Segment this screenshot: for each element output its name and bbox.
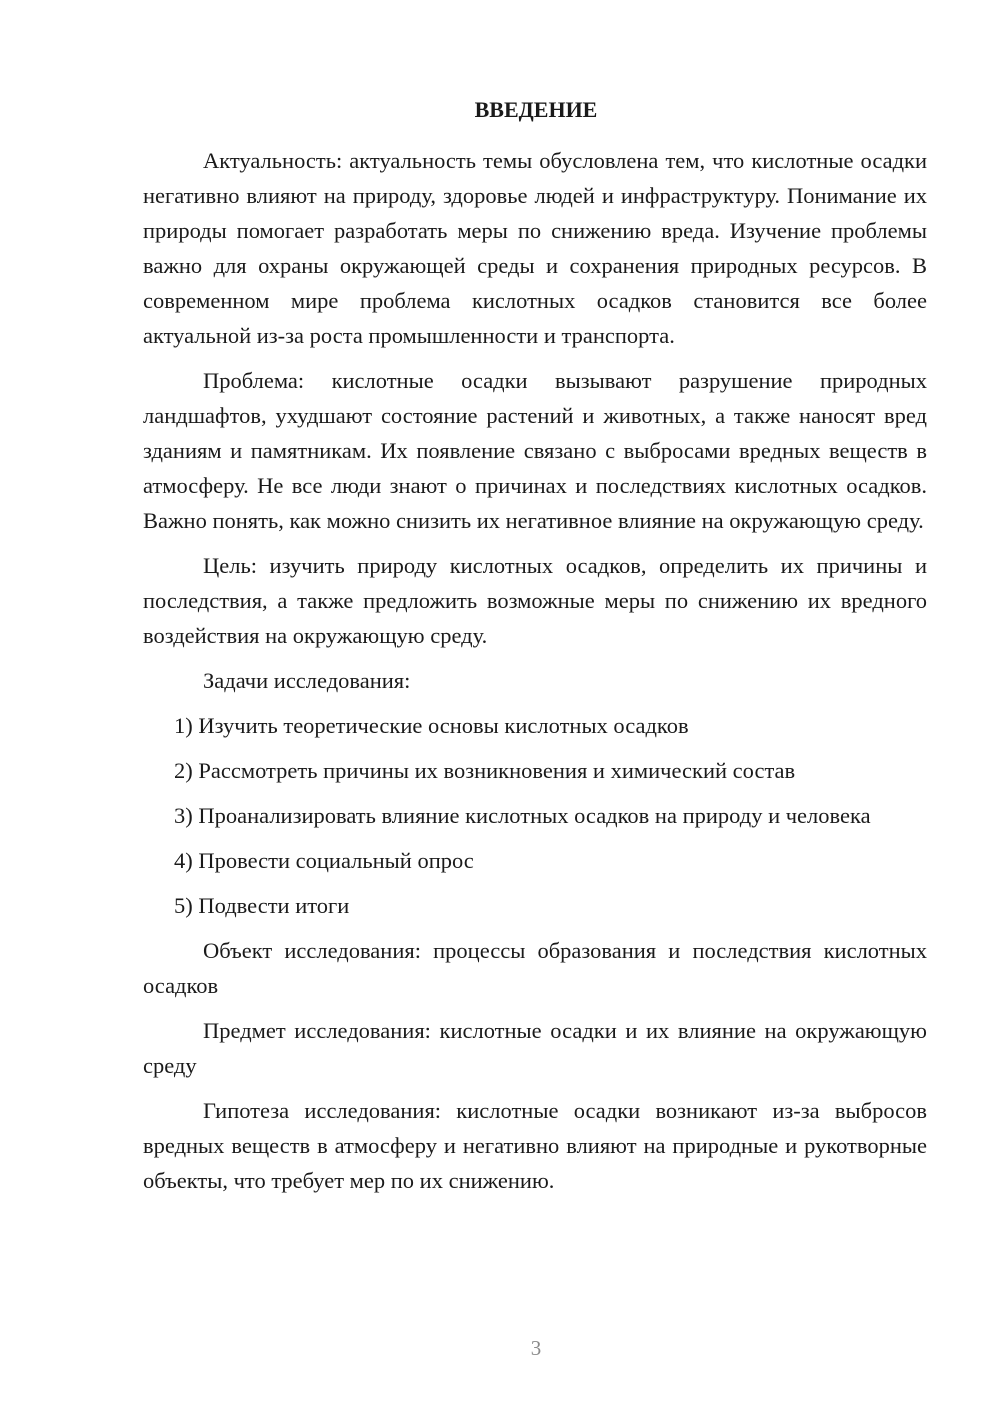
task-item-3: 3) Проанализировать влияние кислотных осадков на природу и человека — [174, 803, 871, 828]
paragraph-relevance: Актуальность: актуальность темы обусловлена тем, что кислотные осадки негативно влияют на природу, здоровье людей и инфраструктуру. Понимание их природы помогает разработать меры по снижению вреда. Изучение проблемы важно для охраны окружающей среды и сохранения природных ресурсов. В современном мире проблема кислотных осадков становится все более актуальной из-за роста промышленности и транспорта. — [143, 148, 927, 348]
paragraph-subject: Предмет исследования: кислотные осадки и их влияние на окружающую среду — [143, 1018, 927, 1078]
document-body — [143, 143, 927, 1208]
paragraph-problem: Проблема: кислотные осадки вызывают разрушение природных ландшафтов, ухудшают состояние растений и животных, а также наносят вред зданиям и памятникам. Их появление связано с выбросами вредных веществ в атмосферу. Не все люди знают о причинах и последствиях кислотных осадков. Важно понять, как можно снизить их негативное влияние на окружающую среду. — [143, 368, 927, 533]
tasks-heading: Задачи исследования: — [203, 668, 411, 693]
task-item-1: 1) Изучить теоретические основы кислотных осадков — [174, 713, 689, 738]
task-item-2: 2) Рассмотреть причины их возникновения и химический состав — [174, 758, 796, 783]
paragraph-object: Объект исследования: процессы образования и последствия кислотных осадков — [143, 938, 927, 998]
page-number: 3 — [530, 1336, 542, 1360]
paragraph-goal: Цель: изучить природу кислотных осадков, определить их причины и последствия, а также предложить возможные меры по снижению их вредного воздействия на окружающую среду. — [143, 553, 927, 648]
task-item-4: 4) Провести социальный опрос — [174, 848, 474, 873]
task-item-5: 5) Подвести итоги — [174, 893, 350, 918]
paragraph-hypothesis: Гипотеза исследования: кислотные осадки возникают из-за выбросов вредных веществ в атмосферу и негативно влияют на природные и рукотворные объекты, что требует мер по их снижению. — [143, 1098, 927, 1193]
page-title: ВВЕДЕНИЕ — [474, 97, 598, 122]
